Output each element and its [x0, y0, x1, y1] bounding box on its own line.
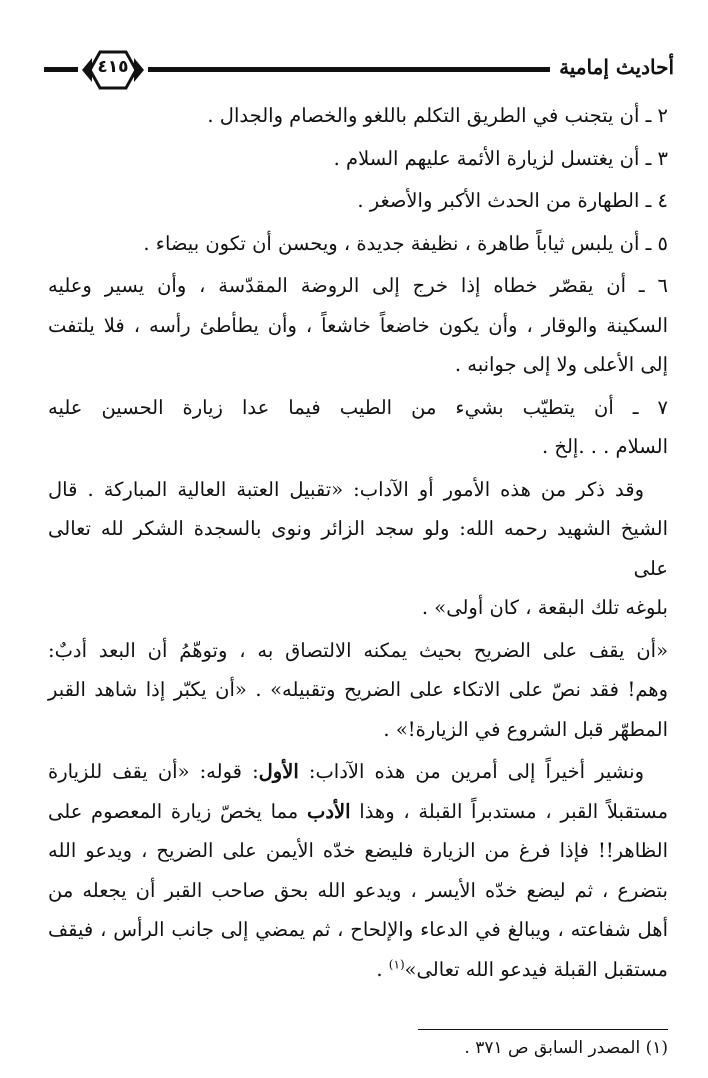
list-item-7 [48, 388, 668, 467]
paragraph-3-line-2 [48, 792, 668, 832]
bold-term-adab: الأدب [306, 799, 351, 823]
list-item-6-line-3: إلى الأعلى ولا إلى جوانبه . [454, 353, 668, 376]
paragraph-2-line-2: وهم! فقد نصّ على الاتكاء على الضريح وتقبيله» . «أن يكبّر إذا شاهد القبر [48, 678, 668, 701]
list-item-4: ٤ ـ الطهارة من الحدث الأكبر والأصغر . [357, 189, 668, 212]
paragraph-2-line-3: المطهّر قبل الشروع في الزيارة!» . [383, 717, 668, 741]
footnote-reference[interactable]: (١) [388, 957, 405, 971]
list-item-7-line-1: ٧ ـ أن يتطيّب بشيء من الطيب فيما عدا زيارة الحسين عليه [48, 395, 668, 419]
paragraph-2-line-1: «أن يقف على الضريح بحيث يمكنه الالتصاق به ، وتوهّمُ أن البعد أدبٌ: [48, 638, 668, 662]
paragraph-3-line-1-a: ونشير أخيراً إلى أمرين من هذه الآداب: [308, 760, 644, 783]
footnote-separator [418, 1029, 668, 1030]
list-item-6 [48, 266, 668, 385]
paragraph-3-line-6 [48, 950, 668, 990]
paragraph-3-line-3: الظاهر!! فإذا فرغ من الزيارة فليضع خدّه الأيمن على الضريح ، ويدعو الله [48, 839, 668, 862]
list-item-2: ٢ ـ أن يتجنب في الطريق التكلم باللغو والخصام والجدال . [207, 104, 668, 127]
list-item-5: ٥ ـ أن يلبس ثياباً طاهرة ، نظيفة جديدة ، ويحسن أن تكون بيضاء . [143, 231, 668, 255]
bold-term-first: الأول [258, 760, 299, 783]
header-rule-left [44, 67, 78, 72]
paragraph-3-line-6-text: مستقبل القبلة فيدعو الله تعالى» [404, 957, 668, 981]
paragraph-3-line-6-end: . [376, 957, 389, 981]
footnote: (١) المصدر السابق ص ٣٧١ . [464, 1038, 668, 1058]
paragraph-3-line-2-a: مستقبلاً القبر ، مستدبراً القبلة ، وهذا [359, 799, 669, 823]
paragraph-1 [48, 470, 668, 628]
list-item-3: ٣ ـ أن يغتسل لزيارة الأئمة عليهم السلام . [333, 146, 668, 170]
paragraph-3-line-2-c: مما يخصّ زيارة المعصوم على [48, 799, 299, 823]
page-header [44, 50, 674, 90]
list-item-6-line-2: السكينة والوقار ، وأن يكون خاضعاً خاشعاً ، وأن يطأطئ رأسه ، فلا يلتفت [48, 313, 668, 337]
list-item-7-line-2: السلام . . .إلخ . [542, 435, 668, 458]
list-item-6-line-1: ٦ ـ أن يقصّر خطاه إذا خرج إلى الروضة المقدّسة ، وأن يسير وعليه [48, 274, 668, 297]
page-body [48, 96, 668, 992]
paragraph-3-line-4: بتضرع ، ثم ليضع خدّه الأيسر ، ويدعو الله بحق صاحب القبر أن يجعله من [48, 878, 668, 902]
page-number: ٤١٥ [97, 57, 129, 77]
header-rule [148, 67, 550, 72]
paragraph-3-line-5: أهل شفاعته ، ويبالغ في الدعاء والإلحاح ، ثم يمضي إلى جانب الرأس ، فيقف [48, 918, 668, 941]
paragraph-2 [48, 631, 668, 750]
paragraph-3-line-1-c: : قوله: «أن يقف للزيارة [48, 760, 259, 783]
paragraph-1-line-1: وقد ذكر من هذه الأمور أو الآداب: «تقبيل العتبة العالية المباركة . قال [48, 477, 644, 501]
paragraph-1-line-2: الشيخ الشهيد رحمه الله: ولو سجد الزائر ونوى بالسجدة الشكر لله تعالى على [48, 517, 668, 580]
running-title: أحاديث إمامية [559, 55, 674, 79]
paragraph-3 [48, 752, 668, 989]
paragraph-1-line-3: بلوغه تلك البقعة ، كان أولى» . [421, 596, 668, 619]
paragraph-3-line-1 [48, 752, 668, 792]
